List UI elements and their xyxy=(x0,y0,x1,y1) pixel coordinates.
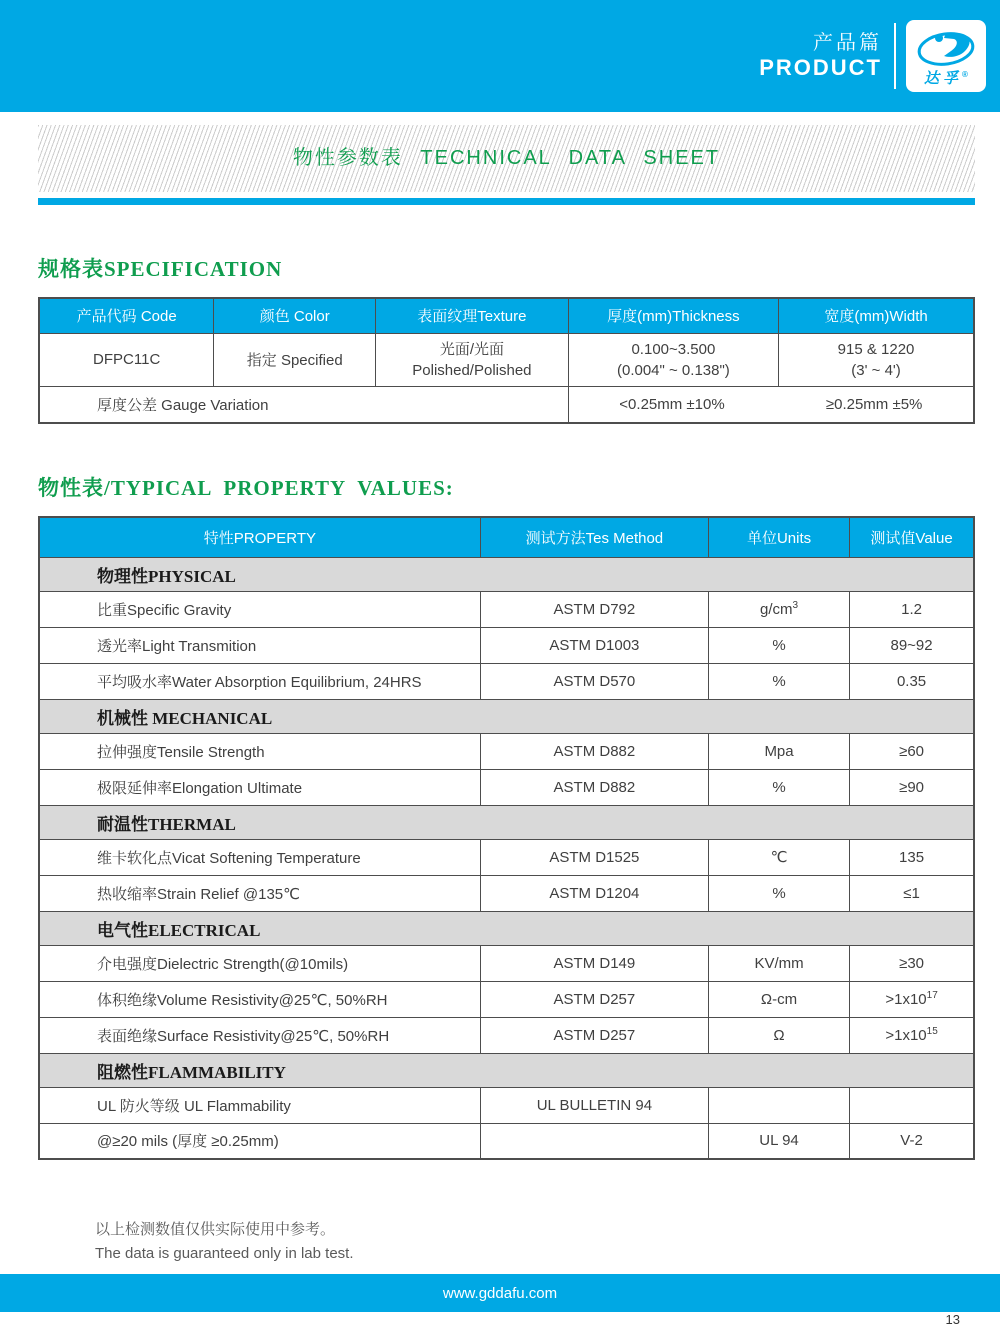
property-name: 透光率Light Transmition xyxy=(39,627,480,663)
spec-col-thickness: 厚度(mm)Thickness xyxy=(568,298,778,333)
test-method: ASTM D1525 xyxy=(480,839,708,875)
property-name: 表面绝缘Surface Resistivity@25℃, 50%RH xyxy=(39,1017,480,1053)
units xyxy=(708,1087,849,1123)
sheet-title-banner xyxy=(38,125,975,192)
test-method: ASTM D792 xyxy=(480,591,708,627)
specification-heading: 规格表SPECIFICATION xyxy=(38,257,283,281)
property-row xyxy=(39,945,974,981)
spec-col-texture: 表面纹理Texture xyxy=(376,298,569,333)
property-table-body xyxy=(39,557,974,1159)
property-name: 热收缩率Strain Relief @135℃ xyxy=(39,875,480,911)
section-title: 阻燃性FLAMMABILITY xyxy=(39,1053,974,1087)
property-name: 极限延伸率Elongation Ultimate xyxy=(39,769,480,805)
test-method: ASTM D149 xyxy=(480,945,708,981)
section-row xyxy=(39,1053,974,1087)
spec-color: 指定 Specified xyxy=(214,333,376,386)
test-method: ASTM D882 xyxy=(480,733,708,769)
property-name: @≥20 mils (厚度 ≥0.25mm) xyxy=(39,1123,480,1159)
units: ℃ xyxy=(708,839,849,875)
test-method: ASTM D257 xyxy=(480,981,708,1017)
spec-thickness-inch: (0.004" ~ 0.138") xyxy=(616,361,730,379)
property-row xyxy=(39,981,974,1017)
value: ≥60 xyxy=(850,733,974,769)
header-divider xyxy=(894,23,896,89)
section-row xyxy=(39,805,974,839)
value: 0.35 xyxy=(850,663,974,699)
property-header-row xyxy=(39,517,974,557)
property-row xyxy=(39,839,974,875)
gauge-value-over: ≥0.25mm ±5% xyxy=(825,395,923,413)
property-row xyxy=(39,1087,974,1123)
section-title: 电气性ELECTRICAL xyxy=(39,911,974,945)
units: Ω xyxy=(708,1017,849,1053)
col-value: 测试值Value xyxy=(850,517,974,557)
properties-heading: 物性表/TYPICAL PROPERTY VALUES: xyxy=(38,476,454,500)
value: ≤1 xyxy=(850,875,974,911)
company-logo xyxy=(906,20,986,92)
col-test-method: 测试方法Tes Method xyxy=(480,517,708,557)
spec-width xyxy=(779,333,974,386)
section-title: 耐温性THERMAL xyxy=(39,805,974,839)
spec-width-ft: (3' ~ 4') xyxy=(851,361,901,379)
units: $g/cm^3$ xyxy=(708,591,849,627)
col-property: 特性PROPERTY xyxy=(39,517,480,557)
units: % xyxy=(708,627,849,663)
spec-col-color: 颜色 Color xyxy=(214,298,376,333)
footer-url: www.gddafu.com xyxy=(442,1284,558,1302)
units: % xyxy=(708,663,849,699)
property-row xyxy=(39,591,974,627)
logo-registered-mark: ® xyxy=(962,69,968,79)
value: 135 xyxy=(850,839,974,875)
spec-texture-cn: 光面/光面 xyxy=(439,340,504,358)
section-row xyxy=(39,911,974,945)
gauge-variation-label: 厚度公差 Gauge Variation xyxy=(39,386,568,423)
property-name: 平均吸水率Water Absorption Equilibrium, 24HRS xyxy=(39,663,480,699)
property-name: 拉伸强度Tensile Strength xyxy=(39,733,480,769)
units: UL 94 xyxy=(708,1123,849,1159)
test-method: ASTM D1204 xyxy=(480,875,708,911)
header-title-cn: 产品篇 xyxy=(813,32,882,54)
logo-text xyxy=(924,67,968,86)
spec-texture-en: Polished/Polished xyxy=(412,361,532,379)
value: $>1x10^{17}$ xyxy=(850,981,974,1017)
units: % xyxy=(708,875,849,911)
section-row xyxy=(39,557,974,591)
header-titles xyxy=(759,31,882,81)
property-row xyxy=(39,769,974,805)
property-name: 比重Specific Gravity xyxy=(39,591,480,627)
property-name: UL 防火等级 UL Flammability xyxy=(39,1087,480,1123)
spec-thickness-mm: 0.100~3.500 xyxy=(631,340,716,358)
test-method: ASTM D882 xyxy=(480,769,708,805)
value: $>1x10^{15}$ xyxy=(850,1017,974,1053)
footnote-cn: 以上检测数值仅供实际使用中参考。 xyxy=(95,1221,336,1238)
property-row xyxy=(39,1123,974,1159)
spec-data-row xyxy=(39,333,974,386)
property-row xyxy=(39,875,974,911)
footer-bar xyxy=(0,1274,1000,1312)
logo-name: 达孚 xyxy=(924,69,963,87)
test-method: ASTM D257 xyxy=(480,1017,708,1053)
gauge-value-under: <0.25mm ±10% xyxy=(619,395,725,413)
test-method: ASTM D1003 xyxy=(480,627,708,663)
units: KV/mm xyxy=(708,945,849,981)
spec-col-code: 产品代码 Code xyxy=(39,298,214,333)
value: V-2 xyxy=(850,1123,974,1159)
footnote-en: The data is guaranteed only in lab test. xyxy=(95,1245,354,1262)
value: ≥30 xyxy=(850,945,974,981)
property-table xyxy=(38,516,975,1160)
section-title: 机械性 MECHANICAL xyxy=(39,699,974,733)
page-number: 13 xyxy=(945,1312,960,1327)
spec-code: DFPC11C xyxy=(39,333,214,386)
sheet-title: 物性参数表 TECHNICAL DATA SHEET xyxy=(292,147,721,169)
value: 89~92 xyxy=(850,627,974,663)
header-band xyxy=(0,0,1000,112)
test-method xyxy=(480,1123,708,1159)
banner-underline-rule xyxy=(38,198,975,205)
property-row xyxy=(39,627,974,663)
spec-col-width: 宽度(mm)Width xyxy=(779,298,974,333)
property-name: 介电强度Dielectric Strength(@10mils) xyxy=(39,945,480,981)
property-row xyxy=(39,733,974,769)
value: ≥90 xyxy=(850,769,974,805)
logo-ellipse-d-icon xyxy=(915,29,977,67)
spec-thickness xyxy=(568,333,778,386)
test-method: UL BULLETIN 94 xyxy=(480,1087,708,1123)
property-name: 维卡软化点Vicat Softening Temperature xyxy=(39,839,480,875)
property-row xyxy=(39,663,974,699)
gauge-variation-row xyxy=(39,386,974,423)
property-name: 体积绝缘Volume Resistivity@25℃, 50%RH xyxy=(39,981,480,1017)
spec-width-mm: 915 & 1220 xyxy=(837,340,915,358)
gauge-variation-values xyxy=(568,386,974,423)
section-row xyxy=(39,699,974,733)
units: Ω-cm xyxy=(708,981,849,1017)
property-row xyxy=(39,1017,974,1053)
footnotes xyxy=(95,1218,1000,1266)
test-method: ASTM D570 xyxy=(480,663,708,699)
spec-texture xyxy=(376,333,569,386)
header-title-en: PRODUCT xyxy=(759,55,882,80)
section-title: 物理性PHYSICAL xyxy=(39,557,974,591)
specification-table xyxy=(38,297,975,424)
value xyxy=(850,1087,974,1123)
spec-header-row xyxy=(39,298,974,333)
col-units: 单位Units xyxy=(708,517,849,557)
units: % xyxy=(708,769,849,805)
units: Mpa xyxy=(708,733,849,769)
value: 1.2 xyxy=(850,591,974,627)
